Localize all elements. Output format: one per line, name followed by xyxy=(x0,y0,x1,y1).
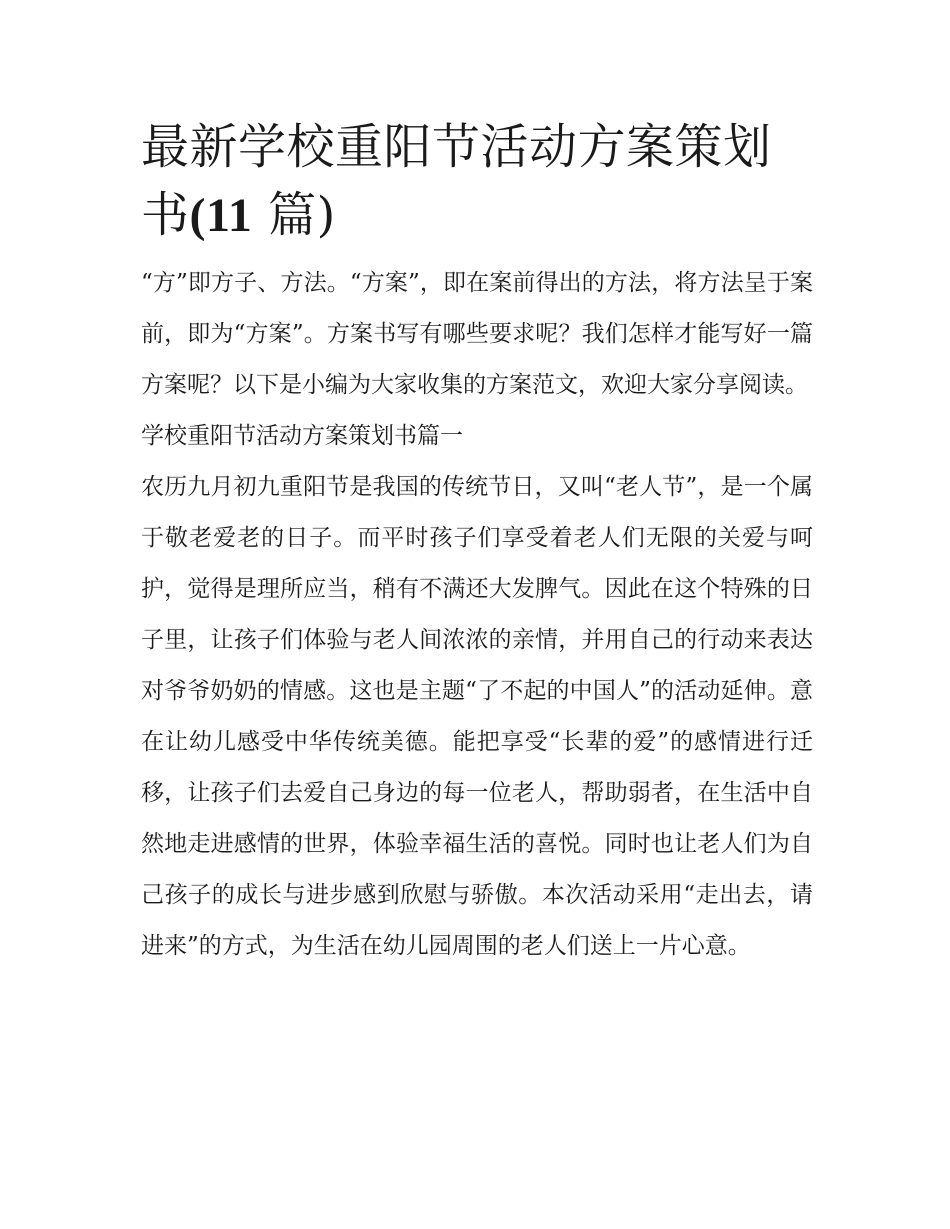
document-title-unit: 篇) xyxy=(252,187,336,243)
intro-paragraph: “方”即方子、方法。“方案”，即在案前得出的方法，将方法呈于案前，即为“方案”。方案书写有哪些要求呢？我们怎样才能写好一篇方案呢？以下是小编为大家收集的方案范文，欢迎大家分享阅读。 xyxy=(141,270,813,398)
document-title-main: 最新学校重阳节活动方案策划书 xyxy=(141,119,772,243)
section-heading: 学校重阳节活动方案策划书篇一 xyxy=(141,423,463,449)
document-title-count: (11 xyxy=(189,189,253,242)
body-paragraph: 农历九月初九重阳节是我国的传统节日，又叫“老人节”，是一个属于敬老爱老的日子。而平时孩子们享受着老人们无限的关爱与呵护，觉得是理所应当，稍有不满还大发脾气。因此在这个特殊的日子里，让孩子们体验与老人间浓浓的亲情，并用自己的行动来表达对爷爷奶奶的情感。这也是主题“了不起的中国人”的活动延伸。意在让幼儿感受中华传统美德。能把享受“长辈的爱”的感情进行迁移，让孩子们去爱自己身边的每一位老人，帮助弱者，在生活中自然地走进感情的世界，体验幸福生活的喜悦。同时也让老人们为自己孩子的成长与进步感到欣慰与骄傲。本次活动采用“走出去，请进来”的方式，为生活在幼儿园周围的老人们送上一片心意。 xyxy=(141,474,813,959)
document-title xyxy=(141,113,813,250)
document-page xyxy=(141,113,813,972)
